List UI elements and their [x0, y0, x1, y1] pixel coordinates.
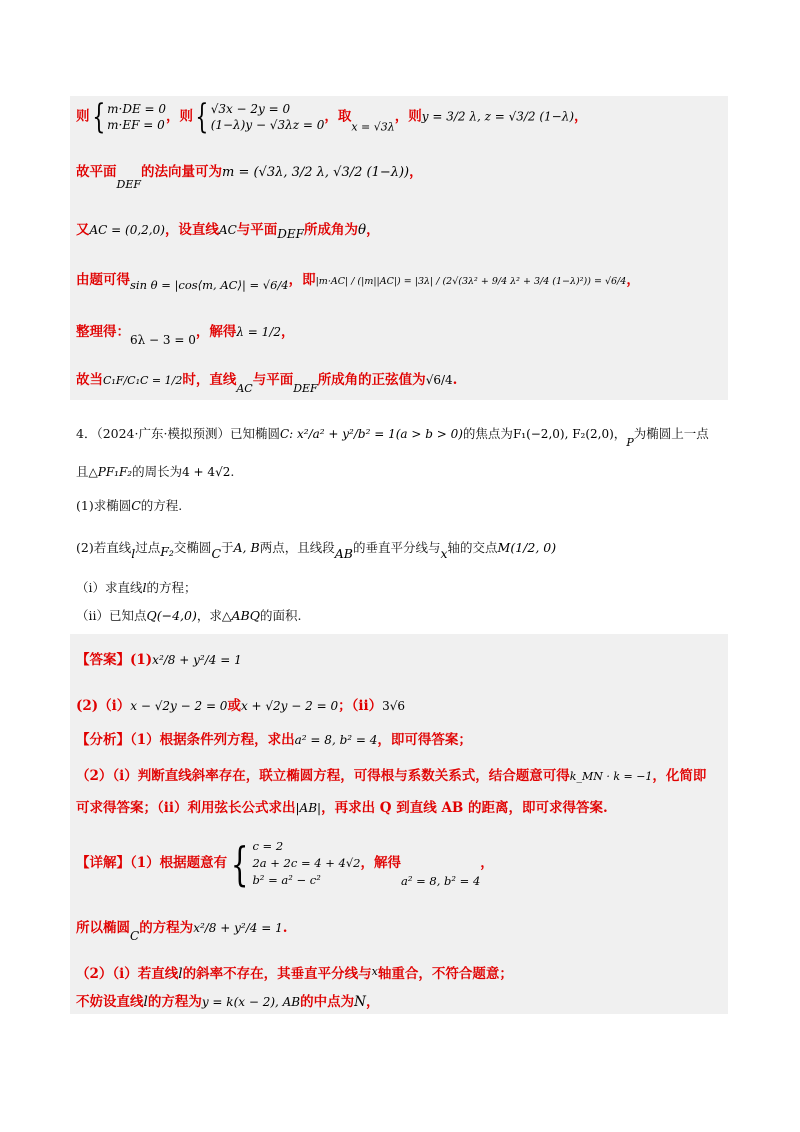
p3-line-3: 又AC = (0,2,0)，设直线AC与平面DEF所成角为θ，	[76, 222, 380, 241]
q4-line-2: 且△PF₁F₂的周长为4 + 4√2.	[76, 464, 235, 479]
q4-line-3: (1)求椭圆C的方程.	[76, 498, 183, 513]
answer-line-3: 【分析】（1）根据条件列方程，求出a² = 8, b² = 4，即可得答案；	[76, 732, 472, 748]
p3-line-6: 故当C₁F/C₁C = 1/2时，直线$_{AC}$与平面$_{DEF}$所成角的正弦值为√6/4.	[76, 372, 458, 395]
p3-line-5: 整理得：6λ − 3 = 0，解得λ = 1/2，	[76, 324, 295, 347]
answer-line-7: 所以椭圆C的方程为x²/8 + y²/4 = 1.	[76, 920, 288, 943]
answer-line-2: (2)（i）x − √2y − 2 = 0或x + √2y − 2 = 0；（ii）3√6	[76, 698, 406, 714]
answer-line-5: 可求得答案；（ii）利用弦长公式求出|AB|，再求出 Q 到直线 AB 的距离，即可求得答案.	[76, 800, 608, 816]
answer-line-6: 【详解】（1）根据题意有{ c = 2 2a + 2c = 4 + 4√2 b² = a² − c² ，解得a² = 8, b² = 4，	[76, 836, 494, 891]
q4-line-4: (2)若直线l过点F₂交椭圆C于A, B两点，且线段AB的垂直平分线与x轴的交点M(1/2, 0)	[76, 540, 557, 561]
p3-line-4: 由题可得sin θ = |cos⟨m, AC⟩| = √6/4，即|m·AC| / (|m||AC|) = |3λ| / (2√(3λ² + 9/4 λ² + 3/4 (1−λ)²)) = √6/4，	[76, 272, 640, 292]
answer-line-1: 【答案】(1)x²/8 + y²/4 = 1	[76, 652, 242, 668]
p3-line-2: 故平面$_{DEF}$的法向量可为m = (√3λ, 3/2 λ, √3/2 (1−λ))，	[76, 164, 423, 191]
answer-line-8: （2）（i）若直线l的斜率不存在，其垂直平分线与$^x$轴重合，不符合题意；	[76, 965, 513, 982]
system-1: m·DE = 0 m·EF = 0	[107, 102, 167, 132]
p3-line-1: 则{ m·DE = 0 m·EF = 0 ，则{ √3x − 2y = 0 (1−λ)y − √3λz = 0 ，取$_{x = √3\lambda}$，则y = 3/2 λ, z = √3/2 (1−λ)，	[76, 97, 588, 137]
q4-line-5: （i）求直线l的方程；	[76, 580, 197, 595]
solution-panel-top	[70, 96, 728, 400]
q4-line-6: （ii）已知点Q(−4,0)，求△ABQ的面积.	[76, 608, 302, 623]
answer-panel	[70, 634, 728, 1014]
system-3: c = 2 2a + 2c = 4 + 4√2 b² = a² − c²	[252, 839, 361, 887]
system-2: √3x − 2y = 0 (1−λ)y − √3λz = 0	[210, 102, 325, 132]
answer-line-9: 不妨设直线l的方程为y = k(x − 2), AB的中点为N，	[76, 994, 380, 1010]
answer-line-4: （2）（i）判断直线斜率存在，联立椭圆方程，可得根与系数关系式，结合题意可得k_MN · k = −1，化简即	[76, 768, 707, 784]
q4-line-1: 4．（2024·广东·模拟预测）已知椭圆C: x²/a² + y²/b² = 1(a > b > 0)的焦点为F₁(−2,0), F₂(2,0)，P为椭圆上一点	[76, 426, 709, 449]
